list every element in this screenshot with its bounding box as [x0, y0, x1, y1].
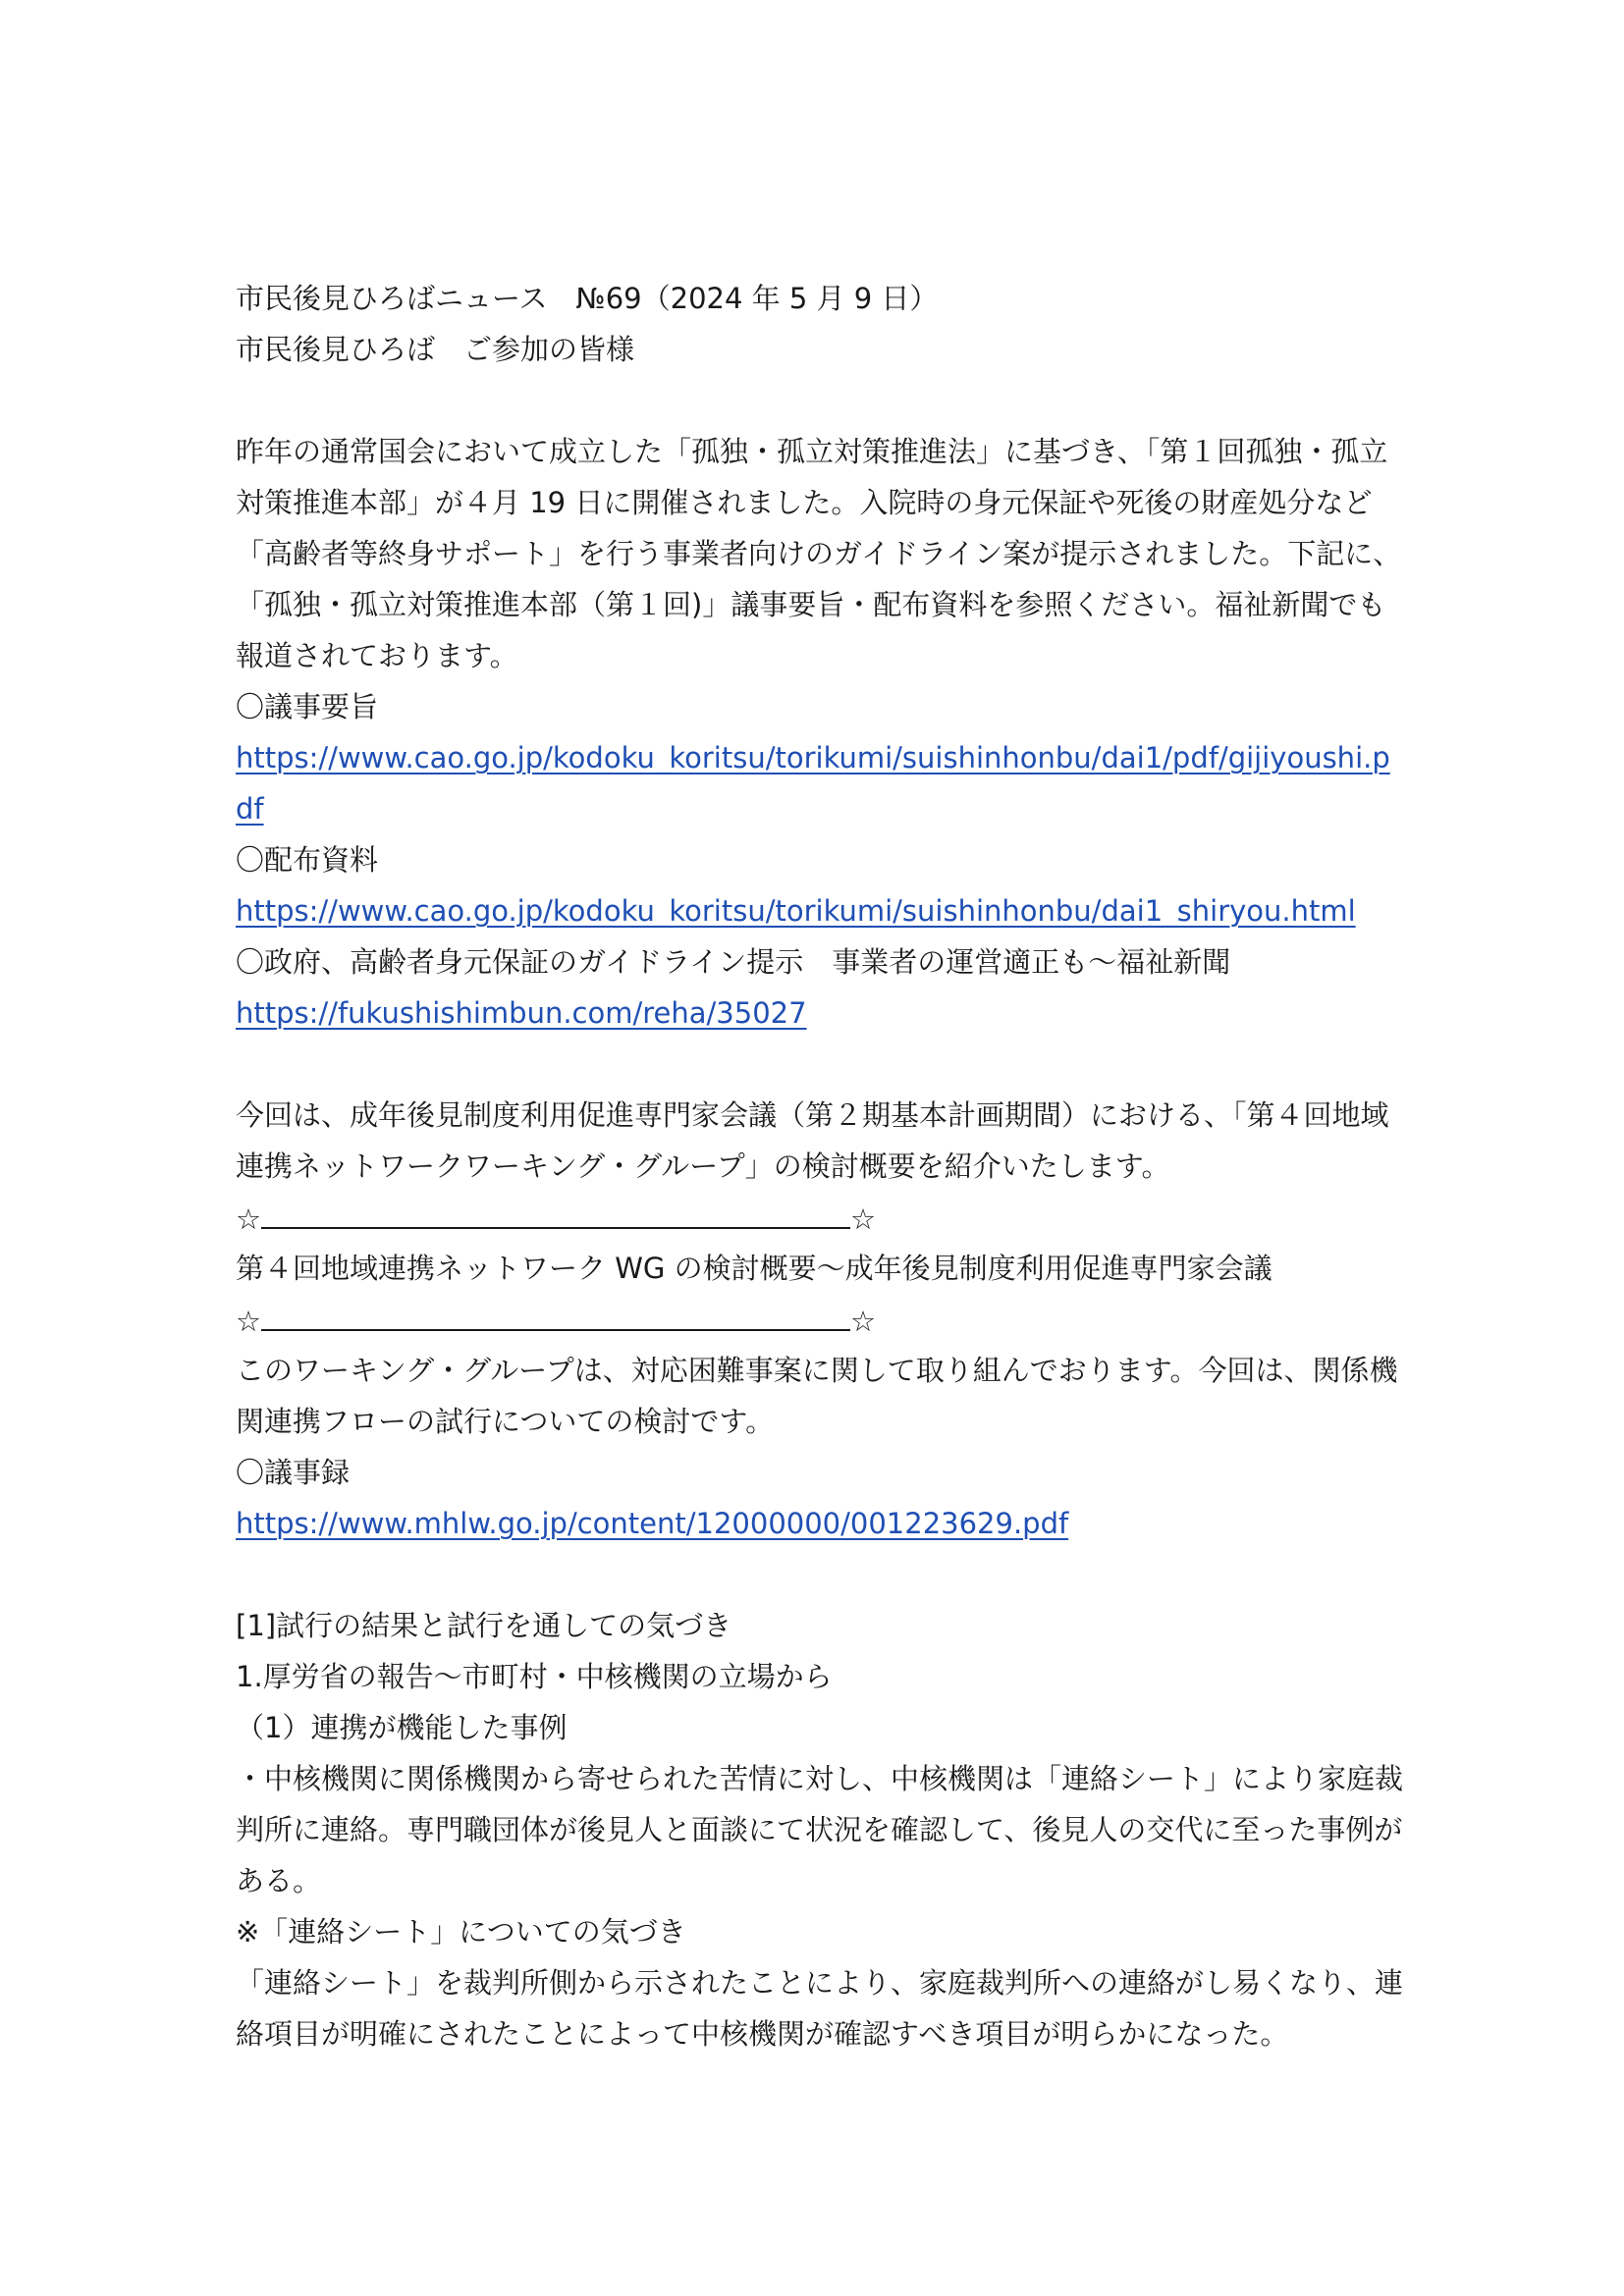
- document-page: [236, 273, 1404, 2059]
- section3-subheading: 1.厚労省の報告～市町村・中核機関の立場から: [236, 1660, 833, 1693]
- section2-heading: 第４回地域連携ネットワーク WG の検討概要～成年後見制度利用促進専門家会議: [236, 1252, 1272, 1285]
- star-icon: ☆: [850, 1305, 876, 1338]
- section3-heading: [1]試行の結果と試行を通しての気づき: [236, 1609, 732, 1642]
- divider-bottom: [236, 1294, 1404, 1345]
- star-icon: ☆: [850, 1202, 876, 1236]
- divider-line: [261, 1192, 850, 1229]
- section2-body: このワーキング・グループは、対応困難事案に関して取り組んでおります。今回は、関係機関連携フローの試行についての検討です。: [236, 1354, 1398, 1438]
- spacer: [236, 1549, 1404, 1600]
- shiryou-link[interactable]: https://www.cao.go.jp/kodoku_koritsu/torikumi/suishinhonbu/dai1_shiryou.html: [236, 894, 1356, 928]
- news-link[interactable]: https://fukushishimbun.com/reha/35027: [236, 996, 807, 1030]
- minutes-label: 〇議事録: [236, 1456, 351, 1489]
- gijiyoushi-link[interactable]: https://www.cao.go.jp/kodoku_koritsu/torikumi/suishinhonbu/dai1/pdf/gijiyoushi.pdf: [236, 741, 1390, 826]
- salutation: 市民後見ひろば ご参加の皆様: [236, 333, 635, 366]
- note-text: 「連絡シート」を裁判所側から示されたことにより、家庭裁判所への連絡がし易くなり、連絡項目が明確にされたことによって中核機関が確認すべき項目が明らかになった。: [236, 1966, 1404, 2051]
- star-icon: ☆: [236, 1202, 261, 1236]
- spacer: [236, 375, 1404, 426]
- shiryou-url-block: [236, 885, 1404, 936]
- spacer: [236, 1039, 1404, 1090]
- shiryou-label: 〇配布資料: [236, 843, 379, 877]
- section2-paragraph: 今回は、成年後見制度利用促進専門家会議（第２期基本計画期間）における、「第４回地域連携ネットワークワーキング・グループ」の検討概要を紹介いたします。: [236, 1098, 1389, 1183]
- intro-paragraph: 昨年の通常国会において成立した「孤独・孤立対策推進法」に基づき、「第１回孤独・孤立対策推進本部」が４月 19 日に開催されました。入院時の身元保証や死後の財産処分など「高齢者等終身サポート」を行う事業者向けのガイドライン案が提示されました。下記に、「孤独・孤立対策推進本部（第１回)」議事要旨・配布資料を参照ください。福祉新聞でも報道されております。: [236, 435, 1402, 672]
- newsletter-title: 市民後見ひろばニュース №69（2024 年 5 月 9 日）: [236, 282, 939, 315]
- news-label: 〇政府、高齢者身元保証のガイドライン提示 事業者の運営適正も～福祉新聞: [236, 945, 1231, 979]
- gijiyoushi-label: 〇議事要旨: [236, 690, 379, 723]
- star-icon: ☆: [236, 1305, 261, 1338]
- section3-item-heading: （1）連携が機能した事例: [236, 1711, 568, 1744]
- divider-line: [261, 1294, 850, 1331]
- news-url-block: [236, 988, 1404, 1039]
- gijiyoushi-url-block: [236, 732, 1404, 834]
- minutes-link[interactable]: https://www.mhlw.go.jp/content/12000000/001223629.pdf: [236, 1507, 1069, 1540]
- divider-top: [236, 1192, 1404, 1243]
- note-heading: ※「連絡シート」についての気づき: [236, 1915, 686, 1949]
- case-text: ・中核機関に関係機関から寄せられた苦情に対し、中核機関は「連絡シート」により家庭裁判所に連絡。専門職団体が後見人と面談にて状況を確認して、後見人の交代に至った事例がある。: [236, 1762, 1404, 1897]
- minutes-url-block: [236, 1498, 1404, 1549]
